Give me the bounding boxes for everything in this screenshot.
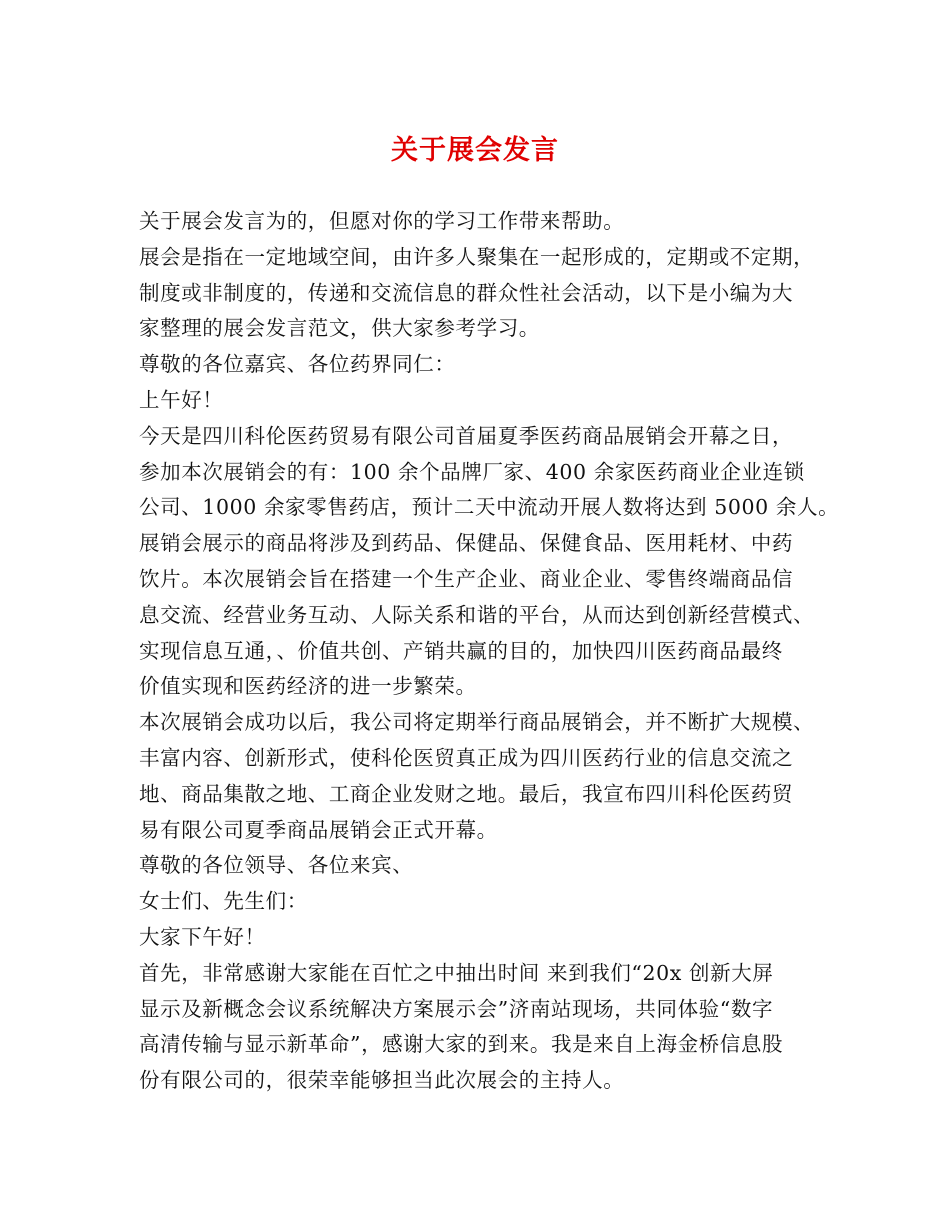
text-line: 关于展会发言为的，但愿对你的学习工作带来帮助。 (139, 209, 625, 233)
text-line: 上午好！ (139, 387, 224, 412)
text-line: 尊敬的各位领导、各位来宾、 (139, 853, 414, 878)
text-line: 本次展销会成功以后，我公司将定期举行商品展销会，并不断扩大规模、 (139, 710, 815, 735)
text-line: 展销会展示的商品将涉及到药品、保健品、保健食品、医用耗材、中药 (139, 531, 794, 556)
text-line: 显示及新概念会议系统解决方案展示会”济南站现场，共同体验“数字 (139, 996, 774, 1021)
text-line: 尊敬的各位嘉宾、各位药界同仁： (139, 352, 456, 377)
text-line: 女士们、先生们： (139, 889, 308, 914)
text-line: 大家下午好！ (139, 924, 266, 949)
text-line: 高清传输与显示新革命”，感谢大家的到来。我是来自上海金桥信息股 (139, 1032, 784, 1057)
text-line: 公司、1000 余家零售药店，预计二天中流动开展人数将达到 5000 余人。 (139, 495, 840, 520)
text-line: 地、商品集散之地、工商企业发财之地。最后，我宣布四川科伦医药贸 (139, 781, 794, 806)
text-line: 饮片。本次展销会旨在搭建一个生产企业、商业企业、零售终端商品信 (139, 566, 794, 591)
text-line: 丰富内容、创新形式，使科伦医贸真正成为四川医药行业的信息交流之 (139, 745, 794, 770)
text-line: 息交流、经营业务互动、人际关系和谐的平台，从而达到创新经营模式、 (139, 602, 815, 627)
text-line: 价值实现和医药经济的进一步繁荣。 (139, 674, 477, 699)
text-line: 份有限公司的，很荣幸能够担当此次展会的主持人。 (139, 1068, 625, 1093)
document-title: 关于展会发言 (391, 135, 559, 166)
text-line: 今天是四川科伦医药贸易有限公司首届夏季医药商品展销会开幕之日， (139, 423, 794, 448)
text-line: 实现信息互通，、价值共创、产销共赢的目的，加快四川医药商品最终 (139, 638, 783, 663)
text-line: 制度或非制度的，传递和交流信息的群众性社会活动，以下是小编为大 (139, 280, 794, 305)
text-line: 参加本次展销会的有：100 余个品牌厂家、400 余家医药商业企业连锁 (139, 459, 805, 484)
text-line: 展会是指在一定地域空间，由许多人聚集在一起形成的，定期或不定期， (139, 244, 815, 269)
text-line: 家整理的展会发言范文，供大家参考学习。 (139, 316, 540, 341)
document-body (139, 204, 840, 1099)
text-line: 首先，非常感谢大家能在百忙之中抽出时间 来到我们“20x 创新大屏 (139, 960, 774, 985)
text-line: 易有限公司夏季商品展销会正式开幕。 (139, 817, 498, 842)
